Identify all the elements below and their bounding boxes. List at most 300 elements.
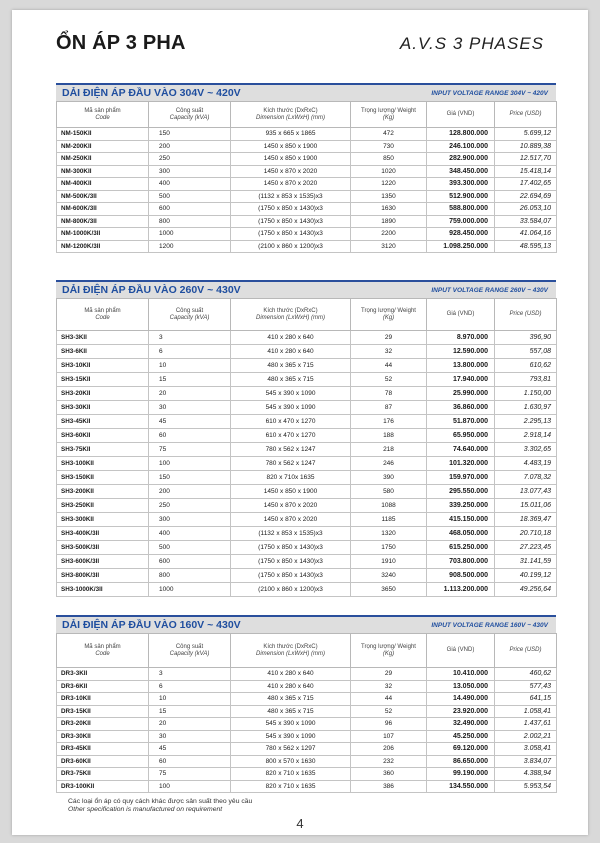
header-label: Giá (VND) [446,111,475,117]
dimension-value: (2100 x 860 x 1200)x3 [231,583,351,597]
price-usd: 13.077,43 [495,485,557,499]
price-vnd: 101.320.000 [427,457,495,471]
price-vnd: 339.250.000 [427,499,495,513]
capacity-value: 300 [149,513,231,527]
capacity-value: 500 [149,541,231,555]
header-label-vn: Công suất [175,643,204,650]
capacity-value: 800 [149,215,231,228]
capacity-value: 75 [149,768,231,781]
product-code: SH3-1000K/3II [57,583,149,597]
dimension-value: 480 x 365 x 715 [231,693,351,706]
weight-value: 3650 [351,583,427,597]
dimension-value: 410 x 280 x 640 [231,668,351,681]
weight-value: 850 [351,153,427,166]
price-vnd: 159.970.000 [427,471,495,485]
header-label-en: Capacity (kVA) [169,650,210,657]
price-vnd: 51.870.000 [427,415,495,429]
weight-value: 52 [351,705,427,718]
header-label-en: Code [95,114,110,121]
column-header-price-usd [495,299,557,331]
catalog-page [12,10,588,835]
dimension-value: 1450 x 850 x 1900 [231,153,351,166]
weight-value: 386 [351,780,427,793]
weight-value: 78 [351,387,427,401]
header-label-vn: Kích thước (DxRxC) [263,307,318,314]
weight-value: 218 [351,443,427,457]
table-row [57,780,557,793]
capacity-value: 60 [149,755,231,768]
footnote-en: Other specification is manufactured on requirement [68,806,223,813]
product-code: SH3-30KII [57,401,149,415]
capacity-value: 20 [149,387,231,401]
header-label-en: Capacity (kVA) [169,314,210,321]
weight-value: 390 [351,471,427,485]
header-label-en: (Kg) [382,314,395,321]
capacity-value: 500 [149,190,231,203]
table-row [57,165,557,178]
product-code: NM-300KII [57,165,149,178]
capacity-value: 45 [149,743,231,756]
price-usd: 1.058,41 [495,705,557,718]
header-label-en: Dimension (LxWxH) (mm) [256,314,325,321]
price-vnd: 69.120.000 [427,743,495,756]
header-label-en: Code [95,650,110,657]
dimension-value: 545 x 390 x 1090 [231,730,351,743]
dimension-value: 610 x 470 x 1270 [231,429,351,443]
product-code: DR3-75KII [57,768,149,781]
header-label-vn: Mã sản phẩm [84,643,121,650]
header-label-vn: Trọng lượng/ Weight [361,107,416,114]
product-code: SH3-600K/3II [57,555,149,569]
capacity-value: 600 [149,555,231,569]
product-code: SH3-75KII [57,443,149,457]
weight-value: 32 [351,345,427,359]
price-vnd: 65.950.000 [427,429,495,443]
price-usd: 15.418,14 [495,165,557,178]
header-label-en: Dimension (LxWxH) (mm) [256,650,325,657]
product-code: SH3-200KII [57,485,149,499]
table-row [57,415,557,429]
price-vnd: 1.098.250.000 [427,240,495,253]
weight-value: 2200 [351,228,427,241]
product-code: NM-500K/3II [57,190,149,203]
section-title: DẢI ĐIỆN ÁP ĐẦU VÀO 260V ~ 430V [62,284,241,296]
table-row [57,240,557,253]
price-usd: 4.388,94 [495,768,557,781]
product-code: DR3-6KII [57,680,149,693]
price-vnd: 908.500.000 [427,569,495,583]
page-number: 4 [296,816,304,831]
capacity-value: 800 [149,569,231,583]
price-vnd: 25.990.000 [427,387,495,401]
product-code: SH3-45KII [57,415,149,429]
capacity-value: 250 [149,499,231,513]
product-code: NM-1200K/3II [57,240,149,253]
table-row [57,569,557,583]
capacity-value: 15 [149,705,231,718]
table-row [57,190,557,203]
price-vnd: 13.800.000 [427,359,495,373]
dimension-value: 545 x 390 x 1090 [231,718,351,731]
column-header-capacity [149,299,231,331]
section-header-bar [56,280,556,298]
weight-value: 3240 [351,569,427,583]
dimension-value: 820 x 710 x 1635 [231,780,351,793]
weight-value: 1910 [351,555,427,569]
price-usd: 17.402,65 [495,178,557,191]
column-header-code [57,102,149,128]
dimension-value: 410 x 280 x 640 [231,680,351,693]
weight-value: 1350 [351,190,427,203]
price-usd: 7.078,32 [495,471,557,485]
dimension-value: 820 x 710x 1635 [231,471,351,485]
product-code: SH3-250KII [57,499,149,513]
product-code: NM-150KII [57,128,149,141]
product-code: DR3-20KII [57,718,149,731]
weight-value: 206 [351,743,427,756]
capacity-value: 150 [149,128,231,141]
product-code: SH3-3KII [57,331,149,345]
product-code: SH3-6KII [57,345,149,359]
capacity-value: 6 [149,680,231,693]
price-usd: 641,15 [495,693,557,706]
header-label-vn: Trọng lượng/ Weight [361,643,416,650]
dimension-value: 1450 x 870 x 2020 [231,165,351,178]
price-usd: 22.694,69 [495,190,557,203]
dimension-value: 780 x 562 x 1297 [231,743,351,756]
weight-value: 1185 [351,513,427,527]
table-row [57,755,557,768]
table-header-row [57,102,557,128]
dimension-value: 1450 x 850 x 1900 [231,140,351,153]
price-usd: 27.223,45 [495,541,557,555]
product-code: DR3-10KII [57,693,149,706]
price-usd: 5.953,54 [495,780,557,793]
price-vnd: 393.300.000 [427,178,495,191]
table-row [57,768,557,781]
capacity-value: 20 [149,718,231,731]
price-vnd: 74.640.000 [427,443,495,457]
header-label: Price (USD) [509,647,542,653]
table-row [57,705,557,718]
price-usd: 33.584,07 [495,215,557,228]
price-vnd: 23.920.000 [427,705,495,718]
price-vnd: 32.490.000 [427,718,495,731]
table-row [57,513,557,527]
column-header-capacity [149,102,231,128]
dimension-value: (1132 x 853 x 1535)x3 [231,527,351,541]
product-code: SH3-15KII [57,373,149,387]
capacity-value: 75 [149,443,231,457]
table-row [57,178,557,191]
header-label-en: (Kg) [382,650,395,657]
table-row [57,583,557,597]
table-row [57,443,557,457]
price-usd: 20.710,18 [495,527,557,541]
dimension-value: (1750 x 850 x 1430)x3 [231,541,351,555]
product-code: SH3-150KII [57,471,149,485]
table-row [57,153,557,166]
header-label-en: (Kg) [382,114,395,121]
product-code: SH3-20KII [57,387,149,401]
header-label: Price (USD) [509,311,542,317]
price-vnd: 415.150.000 [427,513,495,527]
price-usd: 10.889,38 [495,140,557,153]
header-label-en: Capacity (kVA) [169,114,210,121]
column-header-price-vnd [427,102,495,128]
product-code: SH3-10KII [57,359,149,373]
capacity-value: 1200 [149,240,231,253]
price-vnd: 615.250.000 [427,541,495,555]
capacity-value: 400 [149,527,231,541]
page-title: ỔN ÁP 3 PHA [56,32,186,54]
capacity-value: 1000 [149,583,231,597]
price-table [56,633,557,793]
weight-value: 232 [351,755,427,768]
table-row [57,373,557,387]
product-code: SH3-300KII [57,513,149,527]
price-usd: 1.437,61 [495,718,557,731]
dimension-value: 780 x 562 x 1247 [231,443,351,457]
header-label-vn: Công suất [175,107,204,114]
capacity-value: 600 [149,203,231,216]
product-code: SH3-60KII [57,429,149,443]
capacity-value: 200 [149,485,231,499]
page-title-en: A.V.S 3 PHASES [399,34,544,53]
dimension-value: 545 x 390 x 1090 [231,401,351,415]
capacity-value: 3 [149,331,231,345]
weight-value: 52 [351,373,427,387]
price-usd: 18.369,47 [495,513,557,527]
table-row [57,228,557,241]
dimension-value: (1750 x 850 x 1430)x3 [231,228,351,241]
header-label-vn: Mã sản phẩm [84,107,121,114]
header-label: Giá (VND) [446,311,475,317]
column-header-code [57,299,149,331]
section-header-bar [56,83,556,101]
table-row [57,429,557,443]
table-row [57,485,557,499]
dimension-value: 820 x 710 x 1635 [231,768,351,781]
product-code: DR3-30KII [57,730,149,743]
weight-value: 730 [351,140,427,153]
product-code: SH3-500K/3II [57,541,149,555]
price-usd: 577,43 [495,680,557,693]
price-table [56,298,557,597]
column-header-dimension [231,634,351,668]
weight-value: 1630 [351,203,427,216]
price-vnd: 295.550.000 [427,485,495,499]
dimension-value: 480 x 365 x 715 [231,373,351,387]
table-row [57,331,557,345]
table-row [57,680,557,693]
product-code: NM-200KII [57,140,149,153]
column-header-weight [351,299,427,331]
dimension-value: (2100 x 860 x 1200)x3 [231,240,351,253]
table-header-row [57,299,557,331]
weight-value: 188 [351,429,427,443]
section-title: DẢI ĐIỆN ÁP ĐẦU VÀO 160V ~ 430V [62,619,241,631]
weight-value: 87 [351,401,427,415]
price-vnd: 468.050.000 [427,527,495,541]
product-code: DR3-60KII [57,755,149,768]
header-label-en: Code [95,314,110,321]
table-row [57,499,557,513]
header-label-vn: Trọng lượng/ Weight [361,307,416,314]
price-vnd: 86.650.000 [427,755,495,768]
header-label-en: Dimension (LxWxH) (mm) [256,114,325,121]
weight-value: 1088 [351,499,427,513]
table-header-row [57,634,557,668]
capacity-value: 100 [149,780,231,793]
table-row [57,555,557,569]
price-usd: 3.834,07 [495,755,557,768]
weight-value: 32 [351,680,427,693]
price-vnd: 134.550.000 [427,780,495,793]
capacity-value: 3 [149,668,231,681]
dimension-value: 935 x 665 x 1865 [231,128,351,141]
weight-value: 580 [351,485,427,499]
product-code: DR3-100KII [57,780,149,793]
capacity-value: 400 [149,178,231,191]
capacity-value: 30 [149,401,231,415]
price-usd: 5.699,12 [495,128,557,141]
price-vnd: 703.800.000 [427,555,495,569]
price-usd: 2.002,21 [495,730,557,743]
column-header-dimension [231,299,351,331]
price-vnd: 45.250.000 [427,730,495,743]
column-header-price-usd [495,634,557,668]
product-code: SH3-800K/3II [57,569,149,583]
weight-value: 1220 [351,178,427,191]
dimension-value: 1450 x 850 x 1900 [231,485,351,499]
table-row [57,128,557,141]
table-row [57,345,557,359]
product-code: NM-250KII [57,153,149,166]
product-code: DR3-45KII [57,743,149,756]
section-160v-430v [56,615,556,793]
product-code: DR3-15KII [57,705,149,718]
column-header-price-usd [495,102,557,128]
capacity-value: 300 [149,165,231,178]
weight-value: 107 [351,730,427,743]
capacity-value: 30 [149,730,231,743]
dimension-value: 800 x 570 x 1630 [231,755,351,768]
dimension-value: (1132 x 853 x 1535)x3 [231,190,351,203]
weight-value: 1020 [351,165,427,178]
header-label-vn: Kích thước (DxRxC) [263,643,318,650]
product-code: NM-800K/3II [57,215,149,228]
price-usd: 4.483,19 [495,457,557,471]
table-row [57,203,557,216]
price-vnd: 588.800.000 [427,203,495,216]
table-row [57,668,557,681]
product-code: DR3-3KII [57,668,149,681]
price-usd: 557,08 [495,345,557,359]
capacity-value: 1000 [149,228,231,241]
price-usd: 3.058,41 [495,743,557,756]
header-label: Giá (VND) [446,647,475,653]
dimension-value: 780 x 562 x 1247 [231,457,351,471]
price-vnd: 246.100.000 [427,140,495,153]
table-row [57,471,557,485]
price-vnd: 36.860.000 [427,401,495,415]
price-usd: 48.595,13 [495,240,557,253]
weight-value: 246 [351,457,427,471]
price-vnd: 1.113.200.000 [427,583,495,597]
price-vnd: 8.970.000 [427,331,495,345]
table-row [57,215,557,228]
table-row [57,387,557,401]
dimension-value: (1750 x 850 x 1430)x3 [231,555,351,569]
header-label: Price (USD) [509,111,542,117]
dimension-value: 1450 x 870 x 2020 [231,178,351,191]
dimension-value: (1750 x 850 x 1430)x3 [231,203,351,216]
weight-value: 44 [351,693,427,706]
table-row [57,359,557,373]
section-header-bar [56,615,556,633]
weight-value: 1890 [351,215,427,228]
section-title-en: INPUT VOLTAGE RANGE 260V ~ 430V [431,286,548,294]
footnote [68,798,252,814]
dimension-value: (1750 x 850 x 1430)x3 [231,569,351,583]
column-header-code [57,634,149,668]
table-row [57,527,557,541]
price-usd: 26.053,10 [495,203,557,216]
price-vnd: 512.900.000 [427,190,495,203]
price-usd: 460,62 [495,668,557,681]
product-code: SH3-400K/3II [57,527,149,541]
weight-value: 1750 [351,541,427,555]
dimension-value: 1450 x 870 x 2020 [231,499,351,513]
capacity-value: 15 [149,373,231,387]
price-vnd: 13.050.000 [427,680,495,693]
price-usd: 2.918,14 [495,429,557,443]
header-label-vn: Mã sản phẩm [84,307,121,314]
price-vnd: 759.000.000 [427,215,495,228]
price-vnd: 928.450.000 [427,228,495,241]
table-row [57,693,557,706]
section-title: DẢI ĐIỆN ÁP ĐẦU VÀO 304V ~ 420V [62,87,241,99]
weight-value: 44 [351,359,427,373]
table-row [57,730,557,743]
weight-value: 29 [351,331,427,345]
table-row [57,541,557,555]
price-vnd: 128.800.000 [427,128,495,141]
table-row [57,743,557,756]
price-usd: 15.011,06 [495,499,557,513]
column-header-weight [351,102,427,128]
price-vnd: 348.450.000 [427,165,495,178]
table-row [57,140,557,153]
price-usd: 793,81 [495,373,557,387]
dimension-value: 480 x 365 x 715 [231,359,351,373]
price-usd: 49.256,64 [495,583,557,597]
table-row [57,457,557,471]
weight-value: 360 [351,768,427,781]
price-usd: 396,90 [495,331,557,345]
price-usd: 1.150,00 [495,387,557,401]
price-usd: 12.517,70 [495,153,557,166]
product-code: NM-1000K/3II [57,228,149,241]
section-260v-430v [56,280,556,597]
price-vnd: 14.490.000 [427,693,495,706]
price-vnd: 10.410.000 [427,668,495,681]
capacity-value: 60 [149,429,231,443]
header-label-vn: Công suất [175,307,204,314]
weight-value: 29 [351,668,427,681]
price-usd: 2.295,13 [495,415,557,429]
